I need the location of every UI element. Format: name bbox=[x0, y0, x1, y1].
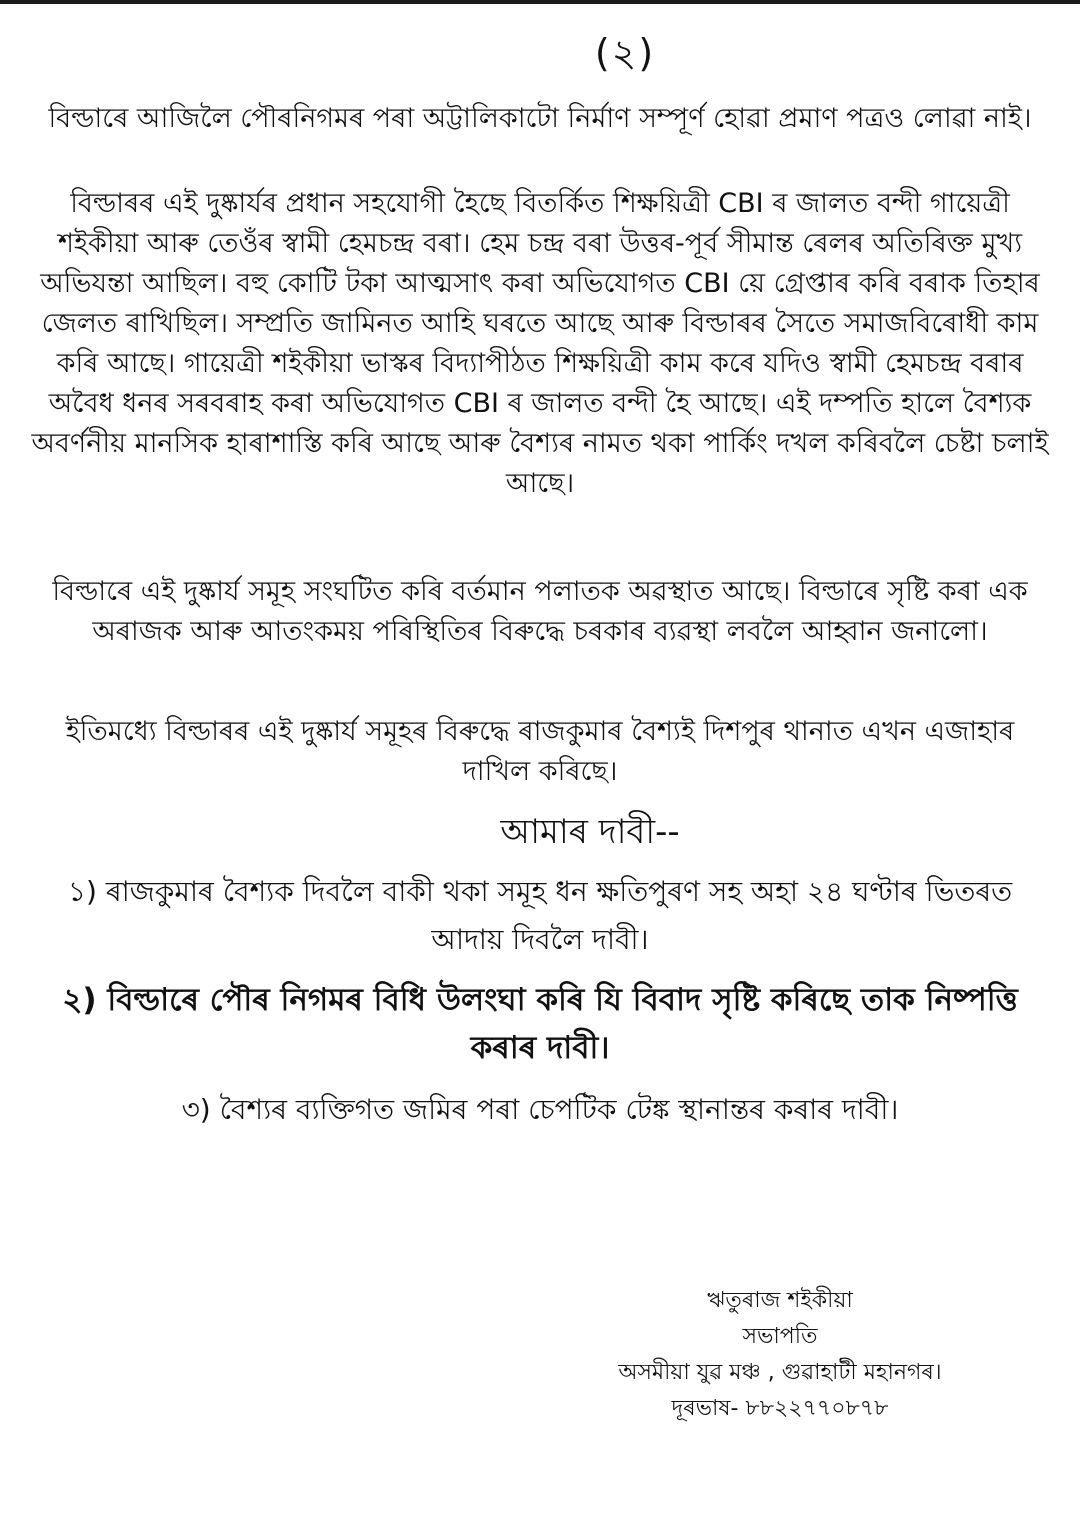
page-number: (২) bbox=[594, 31, 656, 75]
signatory-phone: দূৰভাষ- ৮৮২২৭৭০৮৭৮ bbox=[671, 1396, 889, 1421]
signatory-name: ঋতুৰাজ শইকীয়া bbox=[707, 1288, 853, 1313]
signatory-designation: সভাপতি bbox=[742, 1324, 818, 1349]
paragraph-completion-certificate: বিল্ডাৰে আজিলৈ পৌৰনিগমৰ পৰা অট্টালিকাটো নিৰ্মাণ সম্পূৰ্ণ হোৱা প্ৰমাণ পত্ৰও লোৱা নাই। bbox=[48, 103, 1032, 134]
top-border-line bbox=[0, 0, 1080, 4]
demands-heading: আমাৰ দাবী-- bbox=[500, 812, 680, 852]
paragraph-accomplices: বিল্ডাৰৰ এই দুষ্কাৰ্যৰ প্ৰধান সহযোগী হৈছে বিতৰ্কিত শিক্ষয়িত্ৰী CBI ৰ জালত বন্দী গায়েত্ৰী শইকীয়া আৰু তেওঁৰ স্বামী হেমচন্দ্ৰ বৰা। হেম চন্দ্ৰ বৰা উত্তৰ-পূৰ্ব সীমান্ত ৰেলৰ অতিৰিক্ত মুখ্য অভিযন্তা আছিল। বহু কোটি টকা আত্মসাৎ কৰা অভিযোগত CBI য়ে গ্ৰেপ্তাৰ কৰি বৰাক তিহাৰ জেলত ৰাখিছিল। সম্প্ৰতি জামিনত আহি ঘৰতে আছে আৰু বিল্ডাৰৰ সৈতে সমাজবিৰোধী কাম কৰি আছে। গায়েত্ৰী শইকীয়া ভাস্কৰ বিদ্যাপীঠত শিক্ষয়িত্ৰী কাম কৰে যদিও স্বামী হেমচন্দ্ৰ বৰাৰ অবৈধ ধনৰ সৰবৰাহ কৰা অভিযোগত CBI ৰ জালত বন্দী হৈ আছে। এই দম্পতি হালে বৈশ্যক অবৰ্ণনীয় মানসিক হাৰাশাস্তি কৰি আছে আৰু বৈশ্যৰ নামত থকা পাৰ্কিং দখল কৰিবলৈ চেষ্টা চলাই আছে। bbox=[31, 188, 1049, 499]
signatory-organization: অসমীয়া যুৱ মঞ্চ , গুৱাহাটী মহানগৰ। bbox=[618, 1360, 942, 1385]
demand-item-2: ২) বিল্ডাৰে পৌৰ নিগমৰ বিধি উলংঘা কৰি যি বিবাদ সৃষ্টি কৰিছে তাক নিষ্পত্তি কৰাৰ দাবী। bbox=[62, 982, 1018, 1066]
demand-item-3: ৩) বৈশ্যৰ ব্যক্তিগত জমিৰ পৰা চেপটিক টেঙ্ক স্থানান্তৰ কৰাৰ দাবী। bbox=[181, 1093, 899, 1126]
demand-item-1: ১) ৰাজকুমাৰ বৈশ্যক দিবলৈ বাকী থকা সমূহ ধন ক্ষতিপুৰণ সহ অহা ২৪ ঘণ্টাৰ ভিতৰত আদায় দিবলৈ দাবী। bbox=[67, 875, 1013, 956]
signature-block bbox=[560, 1283, 1000, 1427]
paragraph-absconding: বিল্ডাৰে এই দুষ্কাৰ্য সমূহ সংঘটিত কৰি বৰ্তমান পলাতক অৱস্থাত আছে। বিল্ডাৰে সৃষ্টি কৰা এক অৰাজক আৰু আতংকময় পৰিস্থিতিৰ বিৰুদ্ধে চৰকাৰ ব্যৱস্থা লবলৈ আহ্বান জনালো। bbox=[52, 576, 1028, 647]
paragraph-fir: ইতিমধ্যে বিল্ডাৰৰ এই দুষ্কাৰ্য সমূহৰ বিৰুদ্ধে ৰাজকুমাৰ বৈশ্যই দিশপুৰ থানাত এখন এজাহাৰ দাখিল কৰিছে। bbox=[65, 716, 1015, 787]
